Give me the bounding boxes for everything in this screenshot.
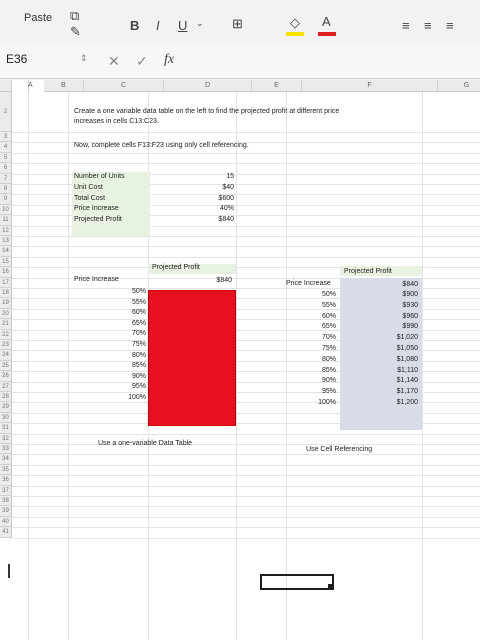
row-header-31[interactable]: 31 bbox=[0, 423, 12, 433]
price-increase-cell: 75% bbox=[321, 345, 336, 352]
row-header-32[interactable]: 32 bbox=[0, 434, 12, 444]
row-header-2[interactable]: 2 bbox=[0, 92, 12, 132]
input-value: $40 bbox=[222, 183, 234, 191]
italic-button[interactable]: I bbox=[156, 18, 160, 33]
price-increase-cell: 65% bbox=[131, 319, 146, 327]
price-increase-cell: 70% bbox=[131, 330, 146, 338]
row-header-13[interactable]: 13 bbox=[0, 236, 12, 246]
column-header-f[interactable]: F bbox=[302, 80, 438, 92]
gridline-row bbox=[12, 246, 480, 247]
gridline-row bbox=[12, 486, 480, 487]
price-increase-cell: 85% bbox=[321, 366, 336, 374]
gridline-row bbox=[12, 153, 480, 154]
price-increase-cell: 85% bbox=[131, 362, 146, 370]
cell-reference-fill bbox=[340, 278, 422, 430]
price-increase-cell: 55% bbox=[321, 301, 336, 309]
gridline-row bbox=[12, 132, 480, 133]
column-header-c[interactable]: C bbox=[84, 80, 164, 92]
row-header-5[interactable]: 5 bbox=[0, 153, 12, 163]
gridline-row bbox=[12, 527, 480, 528]
row-header-40[interactable]: 40 bbox=[0, 517, 12, 527]
gridline-column bbox=[422, 92, 423, 640]
gridline-row bbox=[12, 434, 480, 435]
row-header-20[interactable]: 20 bbox=[0, 309, 12, 319]
row-header-30[interactable]: 30 bbox=[0, 413, 12, 423]
row-header-36[interactable]: 36 bbox=[0, 475, 12, 485]
column-header-g[interactable]: G bbox=[438, 80, 480, 92]
spreadsheet-grid[interactable] bbox=[0, 80, 480, 640]
price-increase-cell: 90% bbox=[321, 377, 336, 385]
row-header-11[interactable]: 11 bbox=[0, 215, 12, 225]
price-increase-cell: 80% bbox=[321, 355, 336, 363]
instruction-text: Now, complete cells F13:F23 using only cell referencing. bbox=[74, 142, 249, 149]
row-header-29[interactable]: 29 bbox=[0, 402, 12, 412]
row-header-15[interactable]: 15 bbox=[0, 257, 12, 267]
projected-profit-cell: $1,080 bbox=[396, 355, 418, 363]
row-header-9[interactable]: 9 bbox=[0, 194, 12, 204]
underline-button[interactable]: U bbox=[178, 18, 188, 33]
row-selection-marker bbox=[8, 564, 10, 578]
row-header-28[interactable]: 28 bbox=[0, 392, 12, 402]
row-header-4[interactable]: 4 bbox=[0, 142, 12, 152]
row-header-39[interactable]: 39 bbox=[0, 506, 12, 516]
gridline-row bbox=[12, 475, 480, 476]
projected-profit-cell: $1,140 bbox=[396, 377, 418, 385]
insert-function-button[interactable]: fx bbox=[164, 52, 175, 67]
price-increase-cell: 100% bbox=[128, 394, 146, 401]
price-increase-cell: 60% bbox=[321, 312, 336, 320]
table-caption: Use Cell Referencing bbox=[306, 446, 373, 453]
formula-bar bbox=[0, 44, 480, 79]
column-header: Price Increase bbox=[286, 280, 331, 287]
projected-profit-cell: $1,170 bbox=[396, 388, 418, 396]
price-increase-cell: 75% bbox=[131, 341, 146, 348]
price-increase-cell: 65% bbox=[321, 323, 336, 331]
fill-handle[interactable] bbox=[328, 584, 332, 588]
format-painter-icon[interactable]: ✎ bbox=[70, 24, 81, 39]
gridline-column bbox=[28, 92, 29, 640]
bold-button[interactable]: B bbox=[130, 18, 140, 33]
inputs-label-fill bbox=[72, 172, 150, 236]
input-label: Number of Units bbox=[74, 173, 125, 180]
projected-profit-cell: $960 bbox=[402, 312, 418, 320]
select-all-corner[interactable] bbox=[0, 80, 12, 92]
borders-icon[interactable]: ⊞ bbox=[232, 16, 243, 31]
copy-icon[interactable]: ⧉ bbox=[70, 8, 80, 23]
row-header-34[interactable]: 34 bbox=[0, 454, 12, 464]
gridline-row bbox=[12, 257, 480, 258]
row-header-23[interactable]: 23 bbox=[0, 340, 12, 350]
projected-profit-cell: $900 bbox=[402, 291, 418, 298]
column-header-b[interactable]: B bbox=[44, 80, 84, 92]
row-header-22[interactable]: 22 bbox=[0, 330, 12, 340]
input-label: Projected Profit bbox=[74, 216, 122, 224]
row-header-19[interactable]: 19 bbox=[0, 298, 12, 308]
gridline-row bbox=[12, 236, 480, 237]
row-header-16[interactable]: 16 bbox=[0, 267, 12, 277]
font-color-icon[interactable]: A bbox=[322, 14, 331, 29]
row-header-21[interactable]: 21 bbox=[0, 319, 12, 329]
projected-profit-cell: $930 bbox=[402, 301, 418, 309]
gridline-row bbox=[12, 517, 480, 518]
paste-button[interactable]: Paste bbox=[24, 12, 53, 24]
row-header-18[interactable]: 18 bbox=[0, 288, 12, 298]
column-header: Price Increase bbox=[74, 276, 119, 283]
row-header-17[interactable]: 17 bbox=[0, 278, 12, 288]
projected-profit-cell: $1,050 bbox=[396, 345, 418, 352]
name-box[interactable]: E36 bbox=[6, 52, 28, 66]
row-header-41[interactable]: 41 bbox=[0, 527, 12, 537]
price-increase-cell: 55% bbox=[131, 298, 146, 306]
gridline-row bbox=[12, 465, 480, 466]
instruction-text: Create a one variable data table on the left to find the projected profit at different price bbox=[74, 108, 340, 115]
confirm-button[interactable]: ✓ bbox=[136, 53, 148, 69]
table-top-value: $840 bbox=[216, 277, 232, 284]
font-color-swatch bbox=[318, 32, 336, 36]
gridline-row bbox=[12, 444, 480, 445]
fill-color-swatch bbox=[286, 32, 304, 36]
row-header-37[interactable]: 37 bbox=[0, 486, 12, 496]
row-header-10[interactable]: 10 bbox=[0, 205, 12, 215]
align-right-icon[interactable]: ≡ bbox=[446, 18, 454, 33]
input-label: Price Increase bbox=[74, 205, 119, 213]
row-header-3[interactable]: 3 bbox=[0, 132, 12, 142]
projected-profit-cell: $1,020 bbox=[396, 334, 418, 342]
row-header-33[interactable]: 33 bbox=[0, 444, 12, 454]
gridline-row bbox=[12, 163, 480, 164]
price-increase-cell: 90% bbox=[131, 372, 146, 380]
price-increase-cell: 80% bbox=[131, 351, 146, 359]
row-header-14[interactable]: 14 bbox=[0, 246, 12, 256]
gridline-row bbox=[12, 506, 480, 507]
cancel-button[interactable]: ✕ bbox=[108, 53, 120, 69]
row-header-6[interactable]: 6 bbox=[0, 163, 12, 173]
input-value: 15 bbox=[226, 173, 234, 180]
row-header-7[interactable]: 7 bbox=[0, 174, 12, 184]
chevron-down-icon[interactable]: ⌄ bbox=[196, 18, 204, 28]
projected-profit-cell: $1,200 bbox=[396, 399, 418, 406]
gridline-row bbox=[12, 538, 480, 539]
column-header: Projected Profit bbox=[152, 264, 200, 271]
row-header-38[interactable]: 38 bbox=[0, 496, 12, 506]
price-increase-cell: 100% bbox=[318, 399, 336, 406]
price-increase-cell: 95% bbox=[321, 388, 336, 396]
input-label: Unit Cost bbox=[74, 183, 103, 191]
align-center-icon[interactable]: ≡ bbox=[424, 18, 432, 33]
column-header-a[interactable]: A bbox=[28, 80, 29, 92]
column-header-d[interactable]: D bbox=[164, 80, 252, 92]
gridline-column bbox=[68, 92, 69, 640]
row-header-26[interactable]: 26 bbox=[0, 371, 12, 381]
projected-profit-cell: $1,110 bbox=[397, 366, 418, 374]
gridline-row bbox=[12, 454, 480, 455]
price-increase-cell: 60% bbox=[131, 309, 146, 317]
price-increase-cell: 50% bbox=[321, 291, 336, 298]
row-header-25[interactable]: 25 bbox=[0, 361, 12, 371]
column-header: Projected Profit bbox=[344, 268, 392, 275]
align-left-icon[interactable]: ≡ bbox=[402, 18, 410, 33]
selected-cell[interactable] bbox=[260, 574, 334, 590]
row-header-27[interactable]: 27 bbox=[0, 382, 12, 392]
ribbon-toolbar bbox=[0, 0, 480, 45]
price-increase-cell: 70% bbox=[321, 334, 336, 342]
row-header-12[interactable]: 12 bbox=[0, 226, 12, 236]
column-header-e[interactable]: E bbox=[252, 80, 302, 92]
fill-color-icon[interactable]: ◇ bbox=[290, 15, 300, 30]
row-header-8[interactable]: 8 bbox=[0, 184, 12, 194]
row-header-35[interactable]: 35 bbox=[0, 465, 12, 475]
row-header-24[interactable]: 24 bbox=[0, 350, 12, 360]
data-table-fill bbox=[148, 290, 236, 426]
price-increase-cell: 95% bbox=[131, 383, 146, 391]
instruction-text: increases in cells C13:C23. bbox=[74, 118, 159, 125]
input-label: Total Cost bbox=[74, 194, 106, 202]
input-value: 40% bbox=[219, 205, 234, 213]
gridline-column bbox=[286, 92, 287, 640]
gridline-row bbox=[12, 496, 480, 497]
input-value: $600 bbox=[218, 194, 234, 202]
table-top-value: $840 bbox=[402, 281, 418, 288]
table-caption: Use a one-variable Data Table bbox=[98, 440, 193, 447]
namebox-stepper-icon[interactable]: ⇕ bbox=[80, 53, 88, 63]
gridline-column bbox=[236, 92, 237, 640]
price-increase-cell: 50% bbox=[131, 288, 146, 295]
projected-profit-cell: $990 bbox=[402, 323, 418, 331]
input-value: $840 bbox=[218, 216, 234, 224]
